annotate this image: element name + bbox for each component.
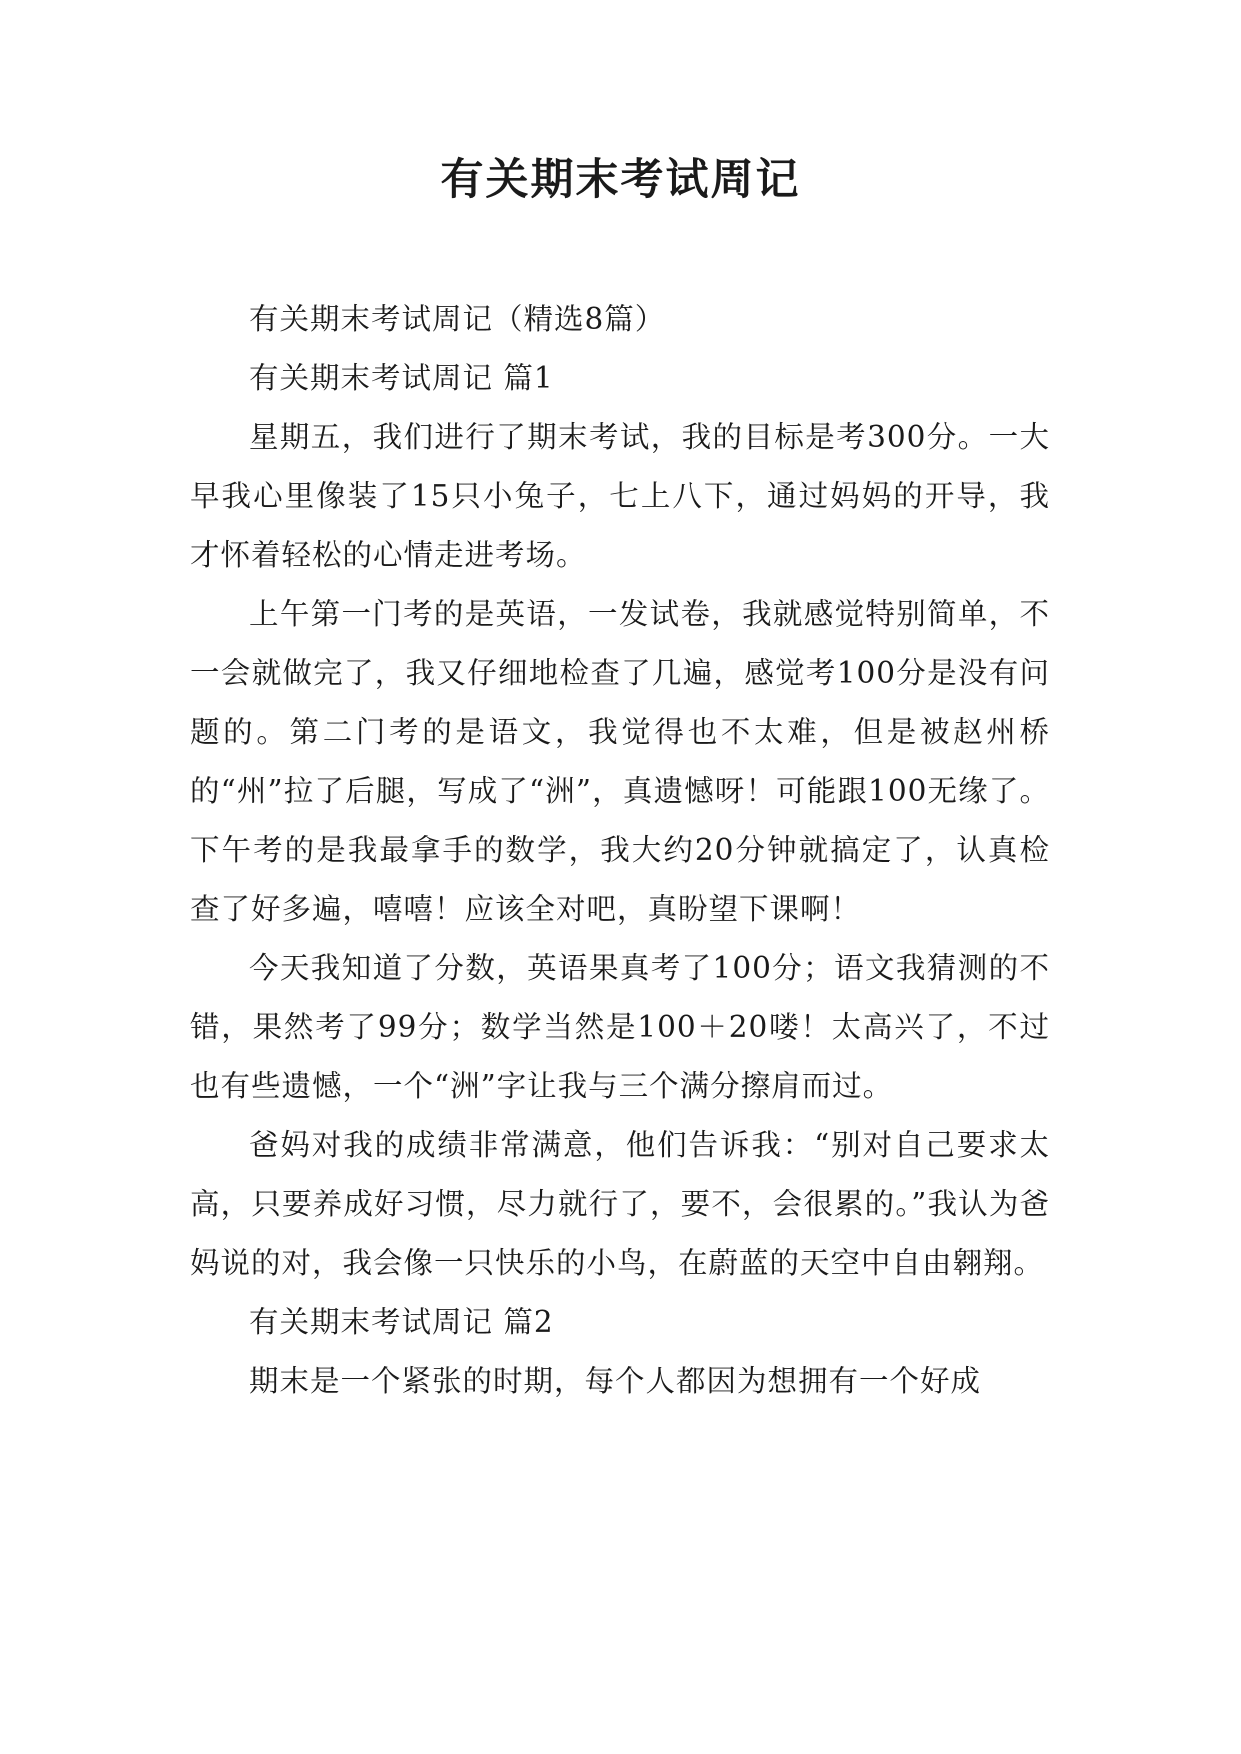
document-title: 有关期末考试周记 [440, 155, 801, 205]
section-heading-2: 有关期末考试周记 篇2 [249, 1305, 554, 1339]
paragraph: 爸妈对我的成绩非常满意，他们告诉我：“别对自己要求太高，只要养成好习惯，尽力就行了，要不，会很累的。”我认为爸妈说的对，我会像一只快乐的小鸟，在蔚蓝的天空中自由翱翔。 [190, 1128, 1050, 1280]
paragraph: 今天我知道了分数，英语果真考了100分；语文我猜测的不错，果然考了99分；数学当然是100＋20喽！太高兴了，不过也有些遗憾，一个“洲”字让我与三个满分擦肩而过。 [190, 951, 1050, 1103]
section-heading-1: 有关期末考试周记 篇1 [249, 361, 554, 395]
paragraph: 星期五，我们进行了期末考试，我的目标是考300分。一大早我心里像装了15只小兔子，七上八下，通过妈妈的开导，我才怀着轻松的心情走进考场。 [190, 420, 1050, 572]
document-body [190, 290, 1050, 1411]
paragraph: 上午第一门考的是英语，一发试卷，我就感觉特别简单，不一会就做完了，我又仔细地检查了几遍，感觉考100分是没有问题的。第二门考的是语文，我觉得也不太难，但是被赵州桥的“州”拉了后腿，写成了“洲”，真遗憾呀！可能跟100无缘了。下午考的是我最拿手的数学，我大约20分钟就搞定了，认真检查了好多遍，嘻嘻！应该全对吧，真盼望下课啊！ [190, 597, 1050, 926]
document-subtitle: 有关期末考试周记（精选8篇） [249, 302, 666, 336]
paragraph: 期末是一个紧张的时期，每个人都因为想拥有一个好成 [249, 1364, 982, 1398]
